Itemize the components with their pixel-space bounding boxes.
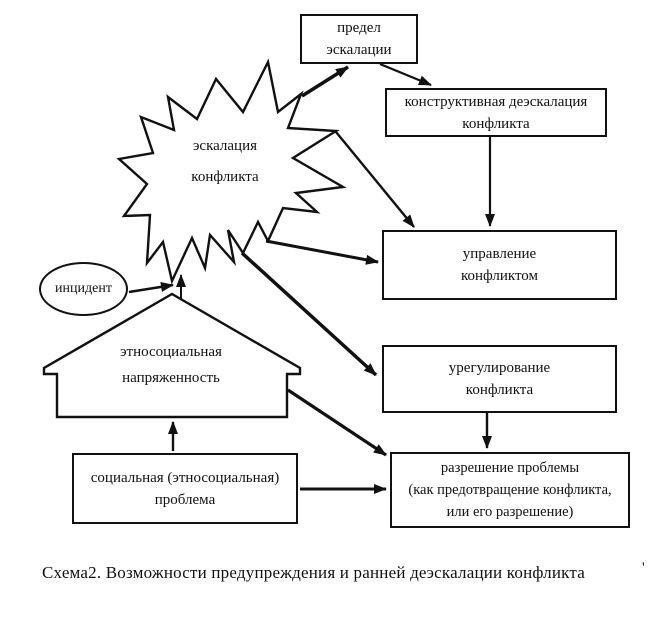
diagram-caption: Схема2. Возможности предупреждения и ранней деэскалации конфликта [42, 563, 585, 582]
node-label-line: урегулирование [448, 360, 551, 376]
node-label-line: конфликта [191, 169, 259, 185]
node-label-line: предел [337, 20, 381, 36]
arrow-star-to-predel [302, 67, 348, 96]
node-label-line: эскалации [326, 42, 392, 58]
node-label-line: инцидент [55, 281, 112, 296]
node-label-line: конфликта [462, 115, 530, 132]
node-razreshenie-problemy [390, 452, 630, 528]
node-label-line: или его разрешение) [446, 504, 574, 520]
node-label-line: напряженность [122, 370, 220, 386]
node-label-line: конфликта [465, 382, 534, 398]
node-label-line: проблема [154, 491, 216, 508]
node-uregulirovanie-konflikta [382, 345, 617, 413]
arrow-predel-to-konstruktivnaya [380, 64, 431, 85]
node-upravlenie-konfliktom [382, 230, 617, 300]
node-socialnaya-problema [72, 453, 298, 524]
arrow-star-to-upravlenie-left [266, 241, 378, 262]
arrow-star-to-upravlenie-top [336, 132, 414, 227]
node-label-line: конструктивная деэскалация [404, 93, 588, 110]
arrow-incident-to-star [129, 285, 173, 292]
node-incident [39, 262, 128, 316]
node-label-line: конфликтом [460, 268, 539, 284]
node-label-line: (как предотвращение конфликта, [408, 482, 612, 498]
node-label-line: социальная (этносоциальная) [90, 469, 280, 486]
stray-scan-mark: ' [642, 560, 645, 576]
node-label-line: эскалация [192, 138, 258, 154]
node-label-line: этносоциальная [120, 344, 222, 360]
arrow-house-to-razreshenie [288, 390, 386, 455]
node-label-line: управление [462, 246, 537, 262]
node-eskalaciya-label [156, 131, 294, 193]
node-konstruktivnaya-deeskalaciya [385, 88, 607, 137]
node-label-line: разрешение проблемы [440, 460, 580, 476]
node-predel-eskalacii [300, 14, 418, 64]
node-napryazhennost-label [92, 339, 250, 391]
